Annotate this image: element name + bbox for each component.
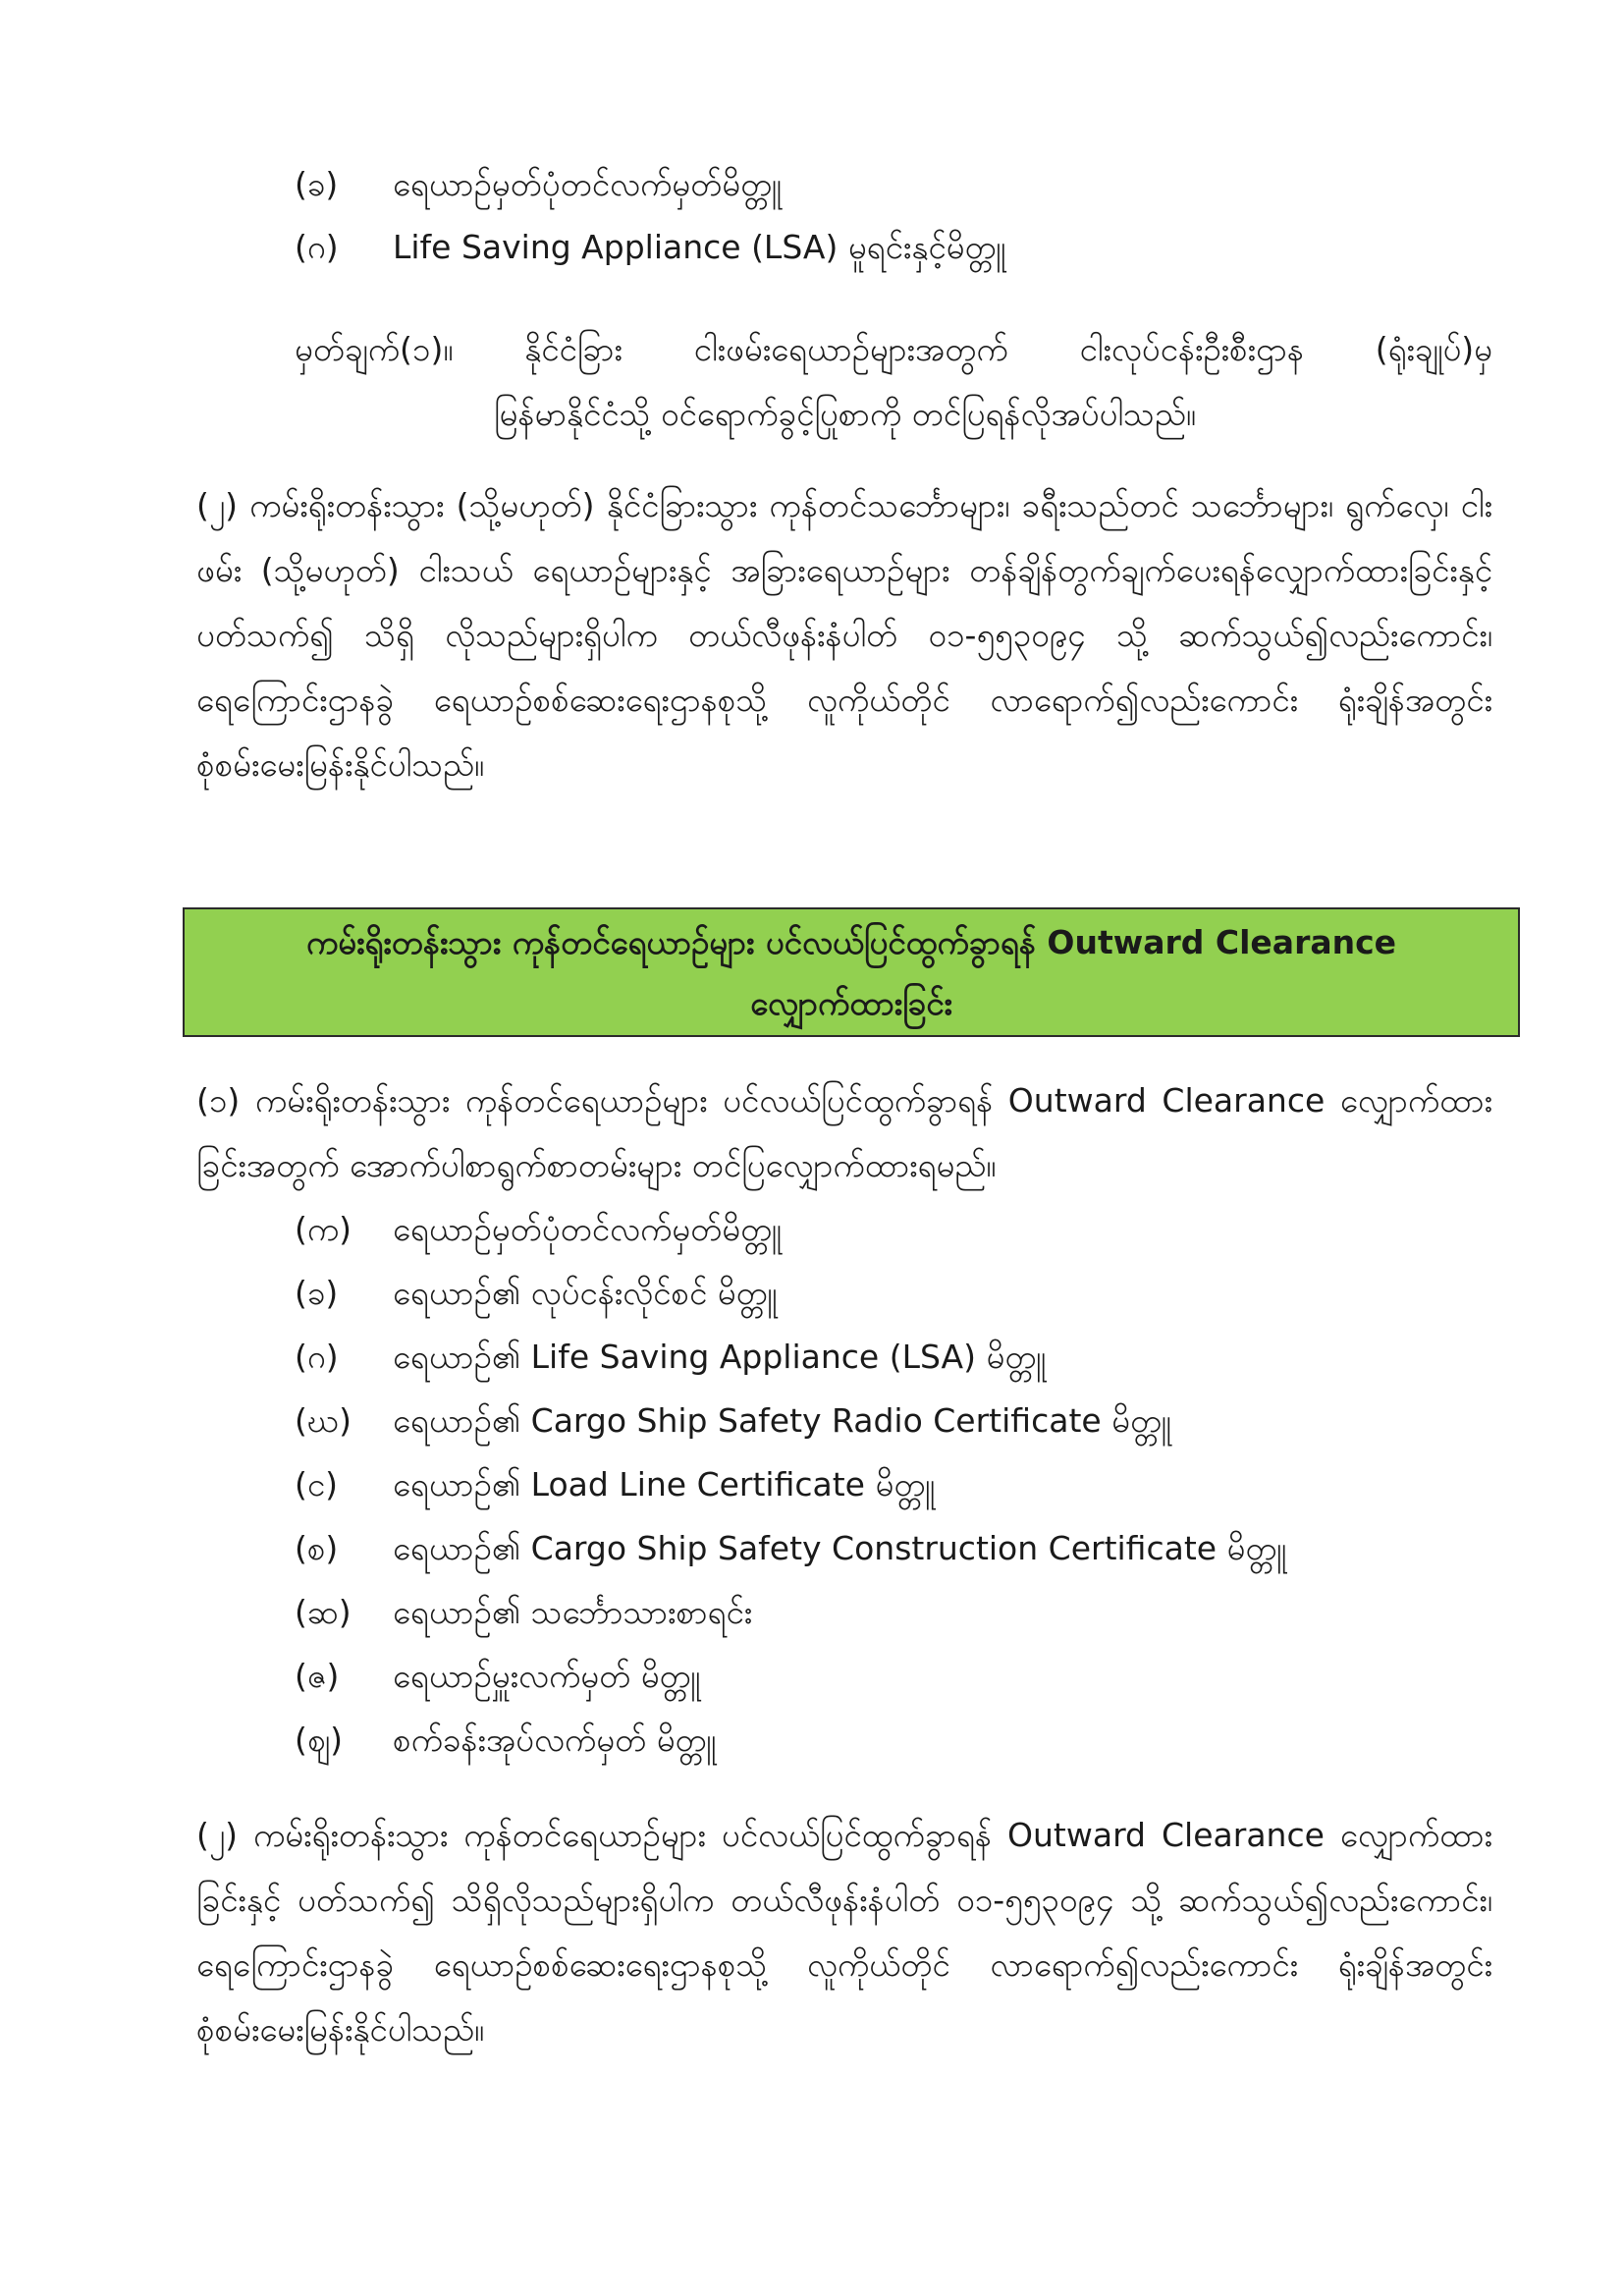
list-marker: (င) <box>295 1465 339 1503</box>
list-text: ရေယာဉ်၏ သင်္ဘောသားစာရင်း <box>393 1593 753 1631</box>
banner-line-2: လျှောက်ထားခြင်း <box>750 984 952 1022</box>
list-marker: (ခ) <box>295 1274 339 1312</box>
list-text: စက်ခန်းအုပ်လက်မှတ် မိတ္တူ <box>393 1721 717 1759</box>
list-item <box>295 1591 752 1634</box>
list-text: ရေယာဉ်မှတ်ပုံတင်လက်မှတ်မိတ္တူ <box>393 1210 782 1248</box>
list-text: ရေယာဉ်၏ Load Line Certificate မိတ္တူ <box>393 1465 935 1503</box>
list-item <box>295 1399 1171 1443</box>
list-text: ရေယာဉ်၏ Cargo Ship Safety Construction Certificate မိတ္တူ <box>393 1529 1287 1567</box>
list-item <box>295 163 782 206</box>
list-text: ရေယာဉ်၏ Cargo Ship Safety Radio Certificate မိတ္တူ <box>393 1401 1171 1440</box>
section-heading-banner <box>183 907 1520 1037</box>
banner-line-1: ကမ်းရိုးတန်းသွား ကုန်တင်ရေယာဉ်များ ပင်လယ်ပြင်ထွက်ခွာရန် Outward Clearance <box>305 923 1397 961</box>
list-item <box>295 1527 1286 1570</box>
list-marker: (ဂ) <box>295 1338 339 1376</box>
list-text: ရေယာဉ်၏ Life Saving Appliance (LSA) မိတ္တူ <box>393 1338 1046 1376</box>
list-marker: (ဃ) <box>295 1401 352 1440</box>
list-item <box>295 1336 1046 1379</box>
list-text: ရေယာဉ်မှတ်ပုံတင်လက်မှတ်မိတ္တူ <box>393 165 782 203</box>
list-item <box>295 1463 935 1506</box>
list-item <box>295 1719 716 1762</box>
note-line-2: မြန်မာနိုင်ငံသို့ ဝင်ရောက်ခွင့်ပြုစာကို တင်ပြရန်လိုအပ်ပါသည်။ <box>494 395 1196 433</box>
list-marker: (ဇ) <box>295 1657 340 1695</box>
section-paragraph-2: (၂) ကမ်းရိုးတန်းသွား ကုန်တင်ရေယာဉ်များ ပင်လယ်ပြင်ထွက်ခွာရန် Outward Clearance လျှောက်ထားခြင်းနှင့် ပတ်သက်၍ သိရှိလိုသည်များရှိပါက တယ်လီဖုန်းနံပါတ် ၀၁-၅၅၃၀၉၄ သို့ ဆက်သွယ်၍လည်းကောင်း၊ ရေကြောင်းဌာနခွဲ ရေယာဉ်စစ်ဆေးရေးဌာနစုသို့ လူကိုယ်တိုင် လာရောက်၍လည်းကောင်း ရုံးချိန်အတွင်း စုံစမ်းမေးမြန်းနိုင်ပါသည်။ <box>196 1816 1492 2049</box>
list-marker: (စ) <box>295 1529 339 1567</box>
list-text: ရေယာဉ်၏ လုပ်ငန်းလိုင်စင် မိတ္တူ <box>393 1274 778 1312</box>
list-marker: (က) <box>295 1210 352 1248</box>
list-marker: (ဈ) <box>295 1721 343 1759</box>
note-line-1: မှတ်ချက်(၁)။ နိုင်ငံခြား ငါးဖမ်းရေယာဉ်များအတွက် ငါးလုပ်ငန်းဦးစီးဌာန (ရုံးချုပ်)မှ <box>295 330 1492 368</box>
list-marker: (ဆ) <box>295 1593 352 1631</box>
note-paragraph <box>295 317 1492 447</box>
list-text: ရေယာဉ်မှူးလက်မှတ် မိတ္တူ <box>393 1657 701 1695</box>
list-marker: (ခ) <box>295 165 339 203</box>
list-text: Life Saving Appliance (LSA) မူရင်းနှင့်မိတ္တူ <box>393 228 1006 266</box>
section-paragraph-1: (၁) ကမ်းရိုးတန်းသွား ကုန်တင်ရေယာဉ်များ ပင်လယ်ပြင်ထွက်ခွာရန် Outward Clearance လျှောက်ထားခြင်းအတွက် အောက်ပါစာရွက်စာတမ်းများ တင်ပြလျှောက်ထားရမည်။ <box>196 1081 1492 1184</box>
list-item <box>295 1272 777 1315</box>
list-item <box>295 1208 782 1251</box>
paragraph-2-intro: (၂) ကမ်းရိုးတန်းသွား (သို့မဟုတ်) နိုင်ငံခြားသွား ကုန်တင်သင်္ဘောများ၊ ခရီးသည်တင် သင်္ဘောများ၊ ရွက်လှေ၊ ငါးဖမ်း (သို့မဟုတ်) ငါးသယ် ရေယာဉ်များနှင့် အခြားရေယာဉ်များ တန်ချိန်တွက်ချက်ပေးရန်လျှောက်ထားခြင်းနှင့် ပတ်သက်၍ သိရှိ လိုသည်များရှိပါက တယ်လီဖုန်းနံပါတ် ၀၁-၅၅၃၀၉၄ သို့ ဆက်သွယ်၍လည်းကောင်း၊ ရေကြောင်းဌာနခွဲ ရေယာဉ်စစ်ဆေးရေးဌာနစုသို့ လူကိုယ်တိုင် လာရောက်၍လည်းကောင်း ရုံးချိန်အတွင်း စုံစမ်းမေးမြန်းနိုင်ပါသည်။ <box>196 486 1492 784</box>
list-item <box>295 226 1005 269</box>
list-item <box>295 1655 700 1698</box>
list-marker: (ဂ) <box>295 228 339 266</box>
